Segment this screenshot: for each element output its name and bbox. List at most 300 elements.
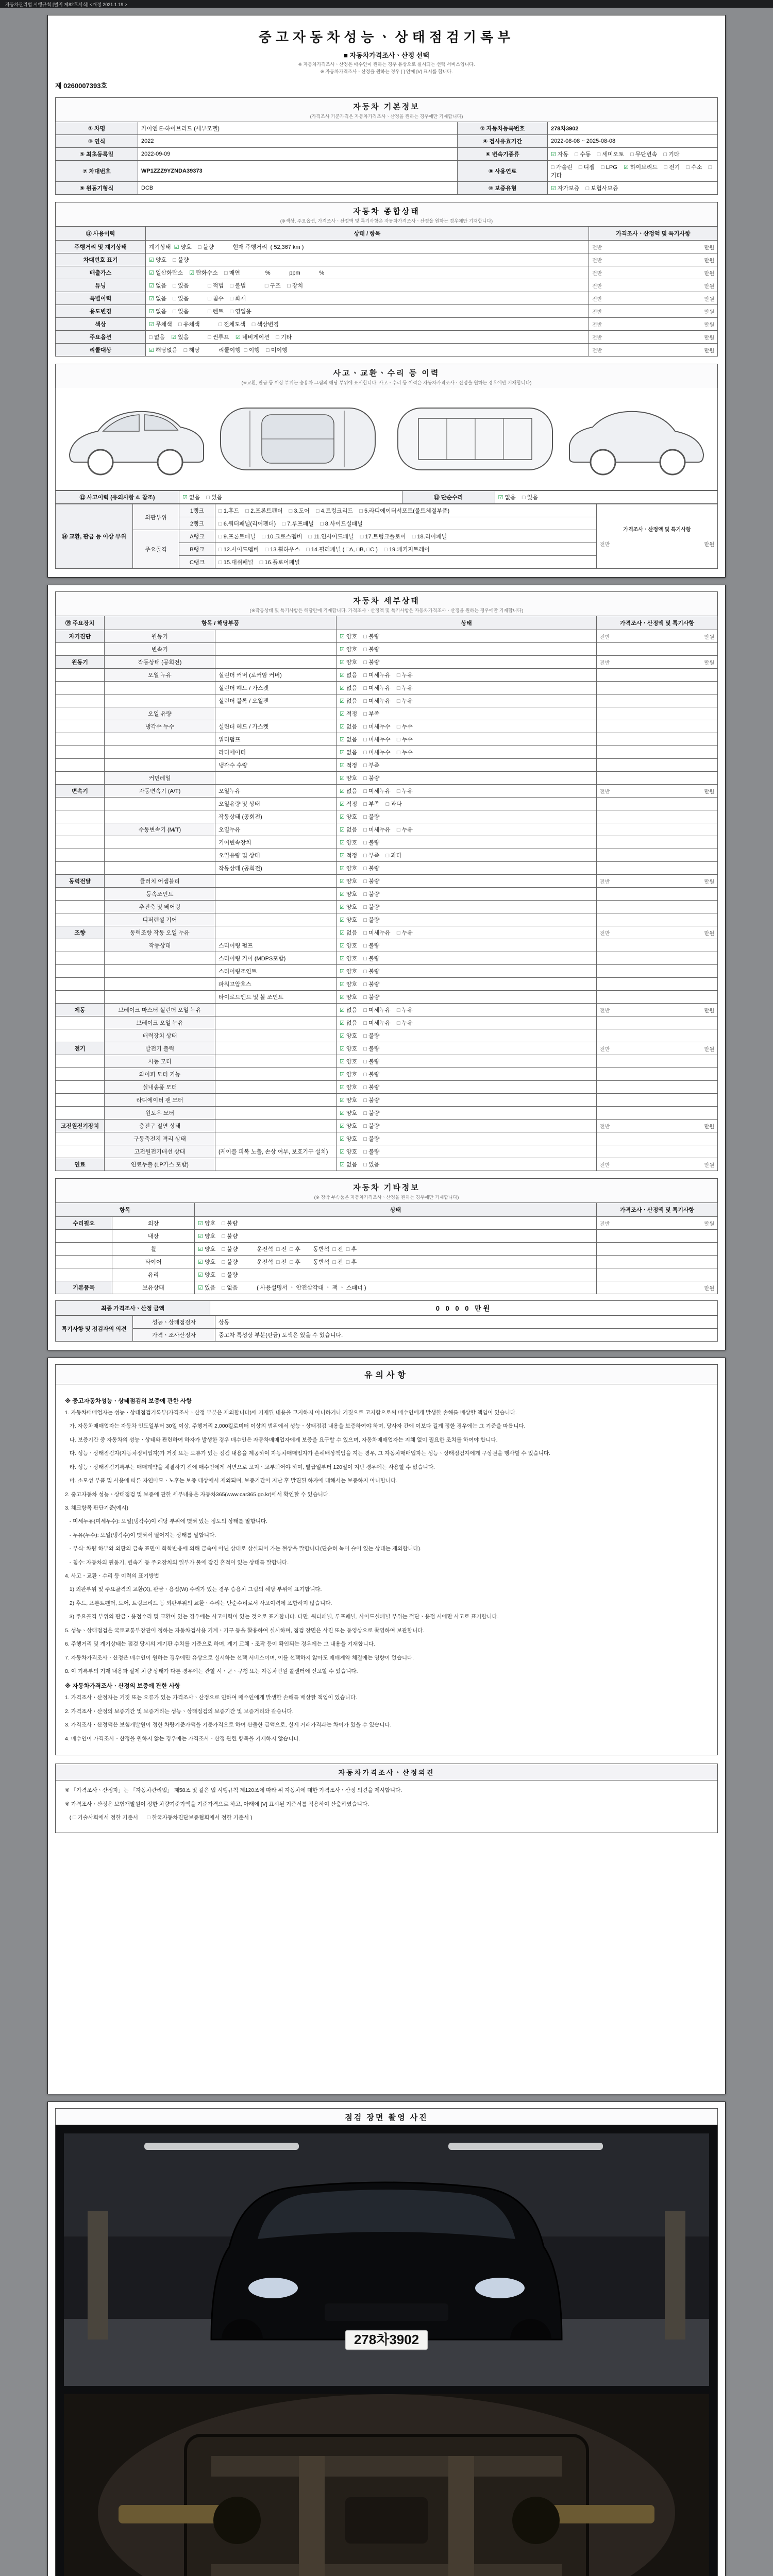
overall-note: (※색상, 주요옵션, 가격조사ㆍ산정액 및 특기사항은 자동차가격조사ㆍ산정을 원하는 경우에만 기재합니다) <box>280 218 493 224</box>
usage-price-cell: 전반 만원 <box>589 241 718 253</box>
license-plate-text: 278차3902 <box>354 2332 419 2347</box>
subpart-cell <box>215 1029 337 1042</box>
part-cell: 동력조향 작동 오일 누유 <box>105 926 215 939</box>
subpart-cell <box>215 707 337 720</box>
car-damage-diagrams <box>55 388 718 490</box>
etc-item-cell: 타이어 <box>112 1256 195 1268</box>
inspection-photo-front <box>64 2133 709 2386</box>
etc-price-cell: 만원 <box>597 1281 718 1294</box>
status-checkboxes[interactable]: ☑ 양호 □ 불량 <box>337 1055 597 1068</box>
status-checkboxes[interactable]: ☑ 양호 □ 불량 <box>337 939 597 952</box>
status-checkboxes[interactable]: ☑ 양호 □ 불량 <box>337 913 597 926</box>
rank2-checkboxes[interactable]: □ 6.쿼터패널(리어펜더) □ 7.루프패널 □ 8.사이드실패널 <box>215 517 597 530</box>
etc-note: (※ 장착 부속품은 자동차가격조사ㆍ산정을 원하는 경우에만 기재합니다) <box>314 1195 459 1200</box>
status-checkboxes[interactable]: ☑ 적정 □ 부족 <box>337 759 597 772</box>
subpart-cell: 타이로드엔드 및 볼 조인트 <box>215 991 337 1004</box>
detail-price-cell: 전반 만원 <box>597 785 718 798</box>
detail-price-cell <box>597 888 718 901</box>
detail-price-cell: 전반 만원 <box>597 926 718 939</box>
detail-price-cell: 전반 만원 <box>597 1158 718 1171</box>
subpart-cell: 실린더 블록 / 오일팬 <box>215 694 337 707</box>
notice-paragraph: 1. 자동차매매업자는 성능ㆍ상태점검기록부(가격조사ㆍ산정 부분은 제외합니다)에 기재된 내용을 고지하지 아니하거나 거짓으로 고지함으로써 매수인에게 발생한 손해를 배상할 책임이 있습니다. <box>65 1410 517 1416</box>
overall-col-price: 가격조사ㆍ산정액 및 특기사항 <box>589 227 718 241</box>
subpart-cell: 작동상태 (공회전) <box>215 810 337 823</box>
detail-row <box>56 875 718 888</box>
inspector-opinion-table <box>55 1315 718 1342</box>
detail-table <box>55 616 718 1171</box>
warranty-checkboxes[interactable]: ☑ 자가보증 □ 보험사보증 <box>548 182 718 195</box>
etc-row <box>56 1281 718 1294</box>
detail-row <box>56 785 718 798</box>
page-1 <box>47 15 726 578</box>
detail-row <box>56 888 718 901</box>
status-checkboxes[interactable]: ☑ 없음 □ 미세누수 □ 누수 <box>337 720 597 733</box>
device-cell <box>56 707 105 720</box>
notice-paragraph: - 침수: 자동차의 원동기, 변속기 등 주요장치의 일부가 물에 잠긴 흔적이 있는 상태를 말합니다. <box>65 1559 289 1566</box>
inspection-photos <box>55 2125 718 2576</box>
detail-price-cell <box>597 1068 718 1081</box>
usage-price-cell: 전반 만원 <box>589 344 718 357</box>
status-checkboxes[interactable]: ☑ 적정 □ 부족 □ 과다 <box>337 849 597 862</box>
status-checkboxes[interactable]: ☑ 양호 □ 불량 <box>337 1042 597 1055</box>
rankB-checkboxes[interactable]: □ 12.사이드멤버 □ 13.휠하우스 □ 14.필러패널 ( □A, □B, □C ) □ 19.패키지트레이 <box>215 543 597 556</box>
rank2-label: 2랭크 <box>179 517 215 530</box>
usage-item-label: 특별이력 <box>56 292 146 305</box>
notice-paragraph: 가. 자동차매매업자는 자동차 인도일부터 30일 이상, 주행거리 2,000킬로미터 이상의 범위에서 성능ㆍ상태점검 내용을 보증하여야 하며, 당사자 간에 이보다 길게 정한 경우에는 그 기준을 따릅니다. <box>65 1423 526 1430</box>
detail-row <box>56 1145 718 1158</box>
detail-row <box>56 926 718 939</box>
detail-row <box>56 746 718 759</box>
notice-paragraph: 3) 주요골격 부위의 판금ㆍ용접수리 및 교환이 있는 경우에는 사고이력이 있는 것으로 표기합니다. 다만, 쿼터패널, 루프패널, 사이드실패널 부위는 절단ㆍ용접 시에만 사고로 표기합니다. <box>65 1614 499 1620</box>
detail-price-cell <box>597 952 718 965</box>
detail-price-cell <box>597 1145 718 1158</box>
detail-price-cell <box>597 810 718 823</box>
etc-row <box>56 1217 718 1230</box>
etc-row <box>56 1256 718 1268</box>
status-checkboxes[interactable]: ☑ 없음 □ 미세누수 □ 누수 <box>337 733 597 746</box>
detail-price-cell <box>597 978 718 991</box>
part-cell <box>105 810 215 823</box>
notice-paragraph: 6. 주행거리 및 계기상태는 점검 당시의 계기판 수치를 기준으로 하며, 계기 교체ㆍ조작 등이 확인되는 경우에는 그 내용을 기재합니다. <box>65 1641 375 1648</box>
detail-price-cell: 전반 만원 <box>597 875 718 888</box>
etc-status-checkboxes[interactable]: ☑ 양호 □ 불량 <box>195 1230 597 1243</box>
usage-price-cell: 전반 만원 <box>589 292 718 305</box>
status-checkboxes[interactable]: ☑ 양호 □ 불량 <box>337 901 597 913</box>
notice-paragraph: 4. 매수인이 가격조사ㆍ산정을 원하지 않는 경우에는 가격조사ㆍ산정 관련 항목을 기재하지 않습니다. <box>65 1735 300 1742</box>
rankA-label: A랭크 <box>179 530 215 543</box>
device-cell <box>56 1094 105 1107</box>
part-cell <box>105 733 215 746</box>
page-4 <box>47 2102 726 2576</box>
status-checkboxes[interactable]: ☑ 양호 □ 불량 <box>337 772 597 785</box>
price-survey-select-checkbox[interactable]: ■ 자동차가격조사ㆍ산정 선택 <box>344 52 429 59</box>
status-checkboxes[interactable]: ☑ 없음 □ 미세누유 □ 누유 <box>337 682 597 694</box>
status-checkboxes[interactable]: ☑ 없음 □ 미세누유 □ 누유 <box>337 785 597 798</box>
photo-front-illustration <box>64 2133 709 2386</box>
detail-section-header <box>55 591 718 616</box>
fuel-checkboxes[interactable]: □ 가솔린 □ 디젤 □ LPG ☑ 하이브리드 □ 전기 □ 수소 □ 기타 <box>548 161 718 182</box>
device-cell <box>56 1081 105 1094</box>
device-cell <box>56 862 105 875</box>
overall-row <box>56 318 718 331</box>
detail-row <box>56 978 718 991</box>
detail-row <box>56 1132 718 1145</box>
rankC-label: C랭크 <box>179 556 215 569</box>
rankC-checkboxes[interactable]: □ 15.대쉬패널 □ 16.플로어패널 <box>215 556 597 569</box>
detail-price-cell: 전반 만원 <box>597 656 718 669</box>
first-reg-value: 2022-09-09 <box>138 148 458 161</box>
etc-rows <box>56 1217 718 1294</box>
detail-price-cell: 전반 만원 <box>597 630 718 643</box>
part-cell: 수동변속기 (M/T) <box>105 823 215 836</box>
part-cell: 오일 유량 <box>105 707 215 720</box>
subpart-cell: 라디에이터 <box>215 746 337 759</box>
detail-row <box>56 694 718 707</box>
car-name-value: 카이엔 E-하이브리드 (세부모델) <box>138 122 458 135</box>
final-amount-label: 최종 가격조사ㆍ산정 금액 <box>56 1301 210 1315</box>
rankB-label: B랭크 <box>179 543 215 556</box>
etc-price-cell <box>597 1243 718 1256</box>
etc-item-cell: 유리 <box>112 1268 195 1281</box>
status-checkboxes[interactable]: ☑ 없음 □ 미세누수 □ 누수 <box>337 746 597 759</box>
usage-price-cell: 전반 만원 <box>589 331 718 344</box>
subpart-cell <box>215 1081 337 1094</box>
subpart-cell: 기어변속장치 <box>215 836 337 849</box>
etc-section-header <box>55 1178 718 1202</box>
opinion-row1-text: 상동 <box>215 1316 718 1329</box>
etc-status-checkboxes[interactable]: ☑ 양호 □ 불량 운전석 □ 전 □ 후 동반석 □ 전 □ 후 <box>195 1256 597 1268</box>
status-checkboxes[interactable]: ☑ 양호 □ 불량 <box>337 1120 597 1132</box>
usage-status-checkboxes[interactable]: 계기상태 ☑ 양호 □ 불량 현재 주행거리 ( 52,367 km ) <box>146 241 589 253</box>
part-cell: 디퍼렌셜 기어 <box>105 913 215 926</box>
car-diagram-underframe <box>390 395 560 483</box>
etc-status-checkboxes[interactable]: ☑ 양호 □ 불량 운전석 □ 전 □ 후 동반석 □ 전 □ 후 <box>195 1243 597 1256</box>
detail-price-cell <box>597 991 718 1004</box>
status-checkboxes[interactable]: ☑ 양호 □ 불량 <box>337 1132 597 1145</box>
device-cell <box>56 836 105 849</box>
detail-price-cell <box>597 759 718 772</box>
model-year-value: 2022 <box>138 135 458 148</box>
engine-type-value: DCB <box>138 182 458 195</box>
detail-price-cell <box>597 939 718 952</box>
status-checkboxes[interactable]: ☑ 양호 □ 불량 <box>337 1029 597 1042</box>
inspection-photo-underbody <box>64 2394 709 2576</box>
part-cell: 와이퍼 모터 기능 <box>105 1068 215 1081</box>
overall-row <box>56 279 718 292</box>
part-cell <box>105 746 215 759</box>
usage-item-label: 주요옵션 <box>56 331 146 344</box>
overall-row <box>56 344 718 357</box>
status-checkboxes[interactable]: ☑ 없음 □ 있음 <box>337 1158 597 1171</box>
overall-table <box>55 226 718 357</box>
engine-type-label: ⑨ 원동기형식 <box>56 182 138 195</box>
etc-item-cell: 휠 <box>112 1243 195 1256</box>
overall-section-header <box>55 202 718 226</box>
status-checkboxes[interactable]: ☑ 양호 □ 불량 <box>337 1068 597 1081</box>
part-cell: 구동축전지 격리 상태 <box>105 1132 215 1145</box>
document-note-1: ※ 자동차가격조사ㆍ산정은 매수인이 원하는 경우 유상으로 실시되는 선택 서비스입니다. <box>298 62 475 67</box>
detail-price-cell <box>597 1055 718 1068</box>
main-frame-label: 주요골격 <box>133 530 179 569</box>
device-cell <box>56 810 105 823</box>
detail-row <box>56 656 718 669</box>
basic-info-note: (가격조사 기준가격은 자동차가격조사ㆍ산정을 원하는 경우에만 기재합니다) <box>310 114 463 119</box>
notice-paragraph: 1) 외판부위 및 주요골격의 교환(X), 판금ㆍ용접(W) 수리가 있는 경우 승용차 그림의 해당 부위에 표기합니다. <box>65 1586 322 1593</box>
etc-price-cell: 전반 만원 <box>597 1217 718 1230</box>
subpart-cell: 오일유량 및 상태 <box>215 798 337 810</box>
subpart-cell <box>215 630 337 643</box>
detail-price-cell <box>597 965 718 978</box>
detail-row <box>56 991 718 1004</box>
subpart-cell: 워터펌프 <box>215 733 337 746</box>
notice-paragraph: 마. 소모성 부품 및 사용에 따른 자연마모ㆍ노후는 보증 대상에서 제외되며, 보증기간이 지난 후 발견된 하자에 대해서는 보증하지 아니합니다. <box>65 1478 398 1484</box>
part-cell: 오일 누유 <box>105 669 215 682</box>
subpart-cell <box>215 875 337 888</box>
status-checkboxes[interactable]: ☑ 없음 □ 미세누유 □ 누유 <box>337 823 597 836</box>
status-checkboxes[interactable]: ☑ 없음 □ 미세누유 □ 누유 <box>337 669 597 682</box>
device-cell: 조향 <box>56 926 105 939</box>
status-checkboxes[interactable]: ☑ 양호 □ 불량 <box>337 1145 597 1158</box>
rank1-checkboxes[interactable]: □ 1.후드 □ 2.프론트펜더 □ 3.도어 □ 4.트렁크리드 □ 5.라디에이터서포트(볼트체결부품) <box>215 504 597 517</box>
usage-item-label: 색상 <box>56 318 146 331</box>
detail-row <box>56 1107 718 1120</box>
detail-row <box>56 836 718 849</box>
device-cell <box>56 643 105 656</box>
subpart-cell <box>215 1042 337 1055</box>
part-cell: 클러치 어셈블리 <box>105 875 215 888</box>
part-cell: 등속조인트 <box>105 888 215 901</box>
part-cell <box>105 798 215 810</box>
detail-price-cell <box>597 1016 718 1029</box>
status-checkboxes[interactable]: ☑ 양호 □ 불량 <box>337 630 597 643</box>
detail-title: 자동차 세부상태 <box>353 597 420 605</box>
price-opinion-title: 자동차가격조사ㆍ산정의견 <box>56 1764 717 1781</box>
accident-note: (※교환, 판금 등 이상 부위는 승용차 그림의 해당 부위에 표시합니다. 사고ㆍ수리 등 이력은 자동차가격조사ㆍ산정을 원하는 경우에만 기재합니다) <box>241 380 532 385</box>
status-checkboxes[interactable]: ☑ 없음 □ 미세누유 □ 누유 <box>337 1016 597 1029</box>
etc-title: 자동차 기타정보 <box>353 1183 420 1192</box>
part-cell: 작동상태 (공회전) <box>105 656 215 669</box>
etc-price-cell <box>597 1268 718 1281</box>
reg-no-value: 278차3902 <box>548 122 718 135</box>
status-checkboxes[interactable]: ☑ 없음 □ 미세누유 □ 누유 <box>337 1004 597 1016</box>
status-checkboxes[interactable]: ☑ 없음 □ 미세누유 □ 누유 <box>337 694 597 707</box>
accident-history-label: ⑫ 사고이력 (유의사항 4. 참조) <box>56 491 179 504</box>
fuel-label: ⑧ 사용연료 <box>458 161 548 182</box>
device-cell <box>56 759 105 772</box>
usage-status-checkboxes[interactable]: ☑ 해당없음 □ 해당 리콜이행 □ 이행 □ 미이행 <box>146 344 589 357</box>
accident-history-checkboxes[interactable]: ☑ 없음 □ 있음 <box>179 491 402 504</box>
status-checkboxes[interactable]: ☑ 양호 □ 불량 <box>337 862 597 875</box>
device-cell <box>56 991 105 1004</box>
overall-col-item: ⑪ 사용이력 <box>56 227 146 241</box>
detail-row <box>56 1004 718 1016</box>
subpart-cell <box>215 1132 337 1145</box>
transmission-checkboxes[interactable]: ☑ 자동 □ 수동 □ 세미오토 □ 무단변속 □ 기타 <box>548 148 718 161</box>
overall-row <box>56 305 718 318</box>
opinion-row2-who: 가격ㆍ조사산정자 <box>133 1329 215 1342</box>
part-cell: 작동상태 <box>105 939 215 952</box>
etc-item-cell: 내장 <box>112 1230 195 1243</box>
detail-row <box>56 772 718 785</box>
overall-row <box>56 253 718 266</box>
detail-price-cell <box>597 1094 718 1107</box>
status-checkboxes[interactable]: ☑ 적정 □ 부족 □ 과다 <box>337 798 597 810</box>
status-checkboxes[interactable]: ☑ 없음 □ 미세누유 □ 누유 <box>337 926 597 939</box>
part-cell: 원동기 <box>105 630 215 643</box>
part-cell <box>105 682 215 694</box>
usage-price-cell: 전반 만원 <box>589 318 718 331</box>
detail-col-device: ⑮ 주요장치 <box>56 616 105 630</box>
etc-price-cell <box>597 1256 718 1268</box>
usage-status-checkboxes[interactable]: ☑ 양호 □ 불량 <box>146 253 589 266</box>
part-cell <box>105 836 215 849</box>
etc-status-checkboxes[interactable]: ☑ 있음 □ 없음 ( 사용설명서 ㆍ 안전삼각대 ㆍ 잭 ㆍ 스패너 ) <box>195 1281 597 1294</box>
usage-item-label: 용도변경 <box>56 305 146 318</box>
detail-row <box>56 682 718 694</box>
notice-paragraph: 1. 가격조사ㆍ산정자는 거짓 또는 오류가 있는 가격조사ㆍ산정으로 인하여 매수인에게 발생한 손해를 배상할 책임이 있습니다. <box>65 1694 357 1701</box>
detail-price-cell <box>597 694 718 707</box>
detail-row <box>56 1094 718 1107</box>
outer-panel-label: 외판부위 <box>133 504 179 530</box>
status-checkboxes[interactable]: ☑ 양호 □ 불량 <box>337 656 597 669</box>
accident-title: 사고ㆍ교환ㆍ수리 등 이력 <box>333 369 440 378</box>
device-cell <box>56 694 105 707</box>
notice-paragraph: - 미세누유(미세누수): 오일(냉각수)이 해당 부위에 맺혀 있는 정도의 상태를 말합니다. <box>65 1518 268 1525</box>
notice-paragraph: 2. 가격조사ㆍ산정의 보증기간 및 보증거리는 성능ㆍ상태점검의 보증기간 및 보증거리와 같습니다. <box>65 1708 294 1715</box>
device-cell <box>56 978 105 991</box>
part-cell: 발전기 출력 <box>105 1042 215 1055</box>
notice-subtitle-1: ※ 중고자동차성능ㆍ상태점검의 보증에 관한 사항 <box>65 1398 192 1404</box>
detail-price-cell <box>597 913 718 926</box>
device-cell: 제동 <box>56 1004 105 1016</box>
detail-price-cell <box>597 707 718 720</box>
inspection-period-value: 2022-08-08 ~ 2025-08-08 <box>548 135 718 148</box>
usage-status-checkboxes[interactable]: ☑ 일산화탄소 ☑ 탄화수소 □ 매연 % ppm % <box>146 266 589 279</box>
opinion-row2-text: 중고차 특성상 부분(판금) 도색은 있을 수 있습니다. <box>215 1329 718 1342</box>
etc-status-checkboxes[interactable]: ☑ 양호 □ 불량 <box>195 1268 597 1281</box>
etc-group-cell <box>56 1243 112 1256</box>
notice-paragraph: 2) 후드, 프론트펜더, 도어, 트렁크리드 등 외판부위의 교환ㆍ수리는 단순수리로서 사고이력에 포함하지 않습니다. <box>65 1600 332 1606</box>
detail-row <box>56 1055 718 1068</box>
usage-item-label: 주행거리 및 계기상태 <box>56 241 146 253</box>
exchange-price-label: 가격조사ㆍ산정액 및 특기사항 <box>623 527 691 533</box>
detail-row <box>56 733 718 746</box>
part-cell: 냉각수 누수 <box>105 720 215 733</box>
status-checkboxes[interactable]: ☑ 적정 □ 부족 <box>337 707 597 720</box>
detail-price-cell <box>597 901 718 913</box>
part-cell: 라디에이터 팬 모터 <box>105 1094 215 1107</box>
device-cell <box>56 901 105 913</box>
usage-status-checkboxes[interactable]: □ 없음 ☑ 있음 □ 썬루프 ☑ 네비게이션 □ 기타 <box>146 331 589 344</box>
detail-row <box>56 823 718 836</box>
status-checkboxes[interactable]: ☑ 양호 □ 불량 <box>337 978 597 991</box>
subpart-cell <box>215 913 337 926</box>
status-checkboxes[interactable]: ☑ 양호 □ 불량 <box>337 810 597 823</box>
basic-info-table <box>55 122 718 195</box>
subpart-cell <box>215 1107 337 1120</box>
status-checkboxes[interactable]: ☑ 양호 □ 불량 <box>337 888 597 901</box>
detail-row <box>56 720 718 733</box>
photo-underbody-illustration <box>64 2394 709 2576</box>
status-checkboxes[interactable]: ☑ 양호 □ 불량 <box>337 836 597 849</box>
document-title: 중고자동차성능ㆍ상태점검기록부 <box>258 29 515 45</box>
part-cell <box>105 759 215 772</box>
status-checkboxes[interactable]: ☑ 양호 □ 불량 <box>337 965 597 978</box>
status-checkboxes[interactable]: ☑ 양호 □ 불량 <box>337 1107 597 1120</box>
transmission-label: ⑥ 변속기종류 <box>458 148 548 161</box>
device-cell <box>56 939 105 952</box>
overall-row <box>56 292 718 305</box>
rankA-checkboxes[interactable]: □ 9.프론트패널 □ 10.크로스멤버 □ 11.인사이드패널 □ 17.트렁크플로어 □ 18.리어패널 <box>215 530 597 543</box>
inspection-period-label: ④ 검사유효기간 <box>458 135 548 148</box>
device-cell <box>56 733 105 746</box>
notice-items-1 <box>65 1408 708 1676</box>
opinion-title-cell: 특기사항 및 점검자의 의견 <box>56 1316 133 1342</box>
device-cell <box>56 669 105 682</box>
price-opinion-line: ※ 「가격조사ㆍ산정자」는 「자동차관리법」 제58조 및 같은 법 시행규칙 제120조에 따라 위 자동차에 대한 가격조사ㆍ산정 의견을 제시합니다. <box>65 1787 402 1794</box>
device-cell <box>56 1029 105 1042</box>
part-cell: 추진축 및 베어링 <box>105 901 215 913</box>
detail-rows <box>56 630 718 1171</box>
first-reg-label: ⑤ 최초등록일 <box>56 148 138 161</box>
status-checkboxes[interactable]: ☑ 양호 □ 불량 <box>337 643 597 656</box>
detail-row <box>56 849 718 862</box>
etc-group-cell <box>56 1230 112 1243</box>
etc-row <box>56 1243 718 1256</box>
status-checkboxes[interactable]: ☑ 양호 □ 불량 <box>337 1081 597 1094</box>
detail-row <box>56 901 718 913</box>
device-cell <box>56 888 105 901</box>
notice-paragraph: 라. 성능ㆍ상태점검기록부는 매매계약을 체결하기 전에 매수인에게 서면으로 고지ㆍ교부되어야 하며, 발급일부터 120일이 지난 경우에는 사용할 수 없습니다. <box>65 1464 435 1470</box>
notice-title: 유의사항 <box>55 1364 718 1384</box>
notice-items-2 <box>65 1693 708 1744</box>
part-cell: 변속기 <box>105 643 215 656</box>
detail-price-cell <box>597 1029 718 1042</box>
panel-exchange-table <box>55 504 718 569</box>
status-checkboxes[interactable]: ☑ 양호 □ 불량 <box>337 952 597 965</box>
part-cell: 자동변속기 (A/T) <box>105 785 215 798</box>
simple-repair-checkboxes[interactable]: ☑ 없음 □ 있음 <box>495 491 718 504</box>
usage-status-checkboxes[interactable]: ☑ 없음 □ 있음 □ 적법 □ 불법 □ 구조 □ 장치 <box>146 279 589 292</box>
etc-status-checkboxes[interactable]: ☑ 양호 □ 불량 <box>195 1217 597 1230</box>
detail-row <box>56 913 718 926</box>
status-checkboxes[interactable]: ☑ 양호 □ 불량 <box>337 875 597 888</box>
detail-row <box>56 759 718 772</box>
part-cell: 고전원전기배선 상태 <box>105 1145 215 1158</box>
car-name-label: ① 차명 <box>56 122 138 135</box>
detail-row <box>56 1029 718 1042</box>
subpart-cell: 스티어링 기어 (MDPS포함) <box>215 952 337 965</box>
detail-price-cell <box>597 1132 718 1145</box>
usage-status-checkboxes[interactable]: ☑ 없음 □ 있음 □ 침수 □ 화재 <box>146 292 589 305</box>
device-cell <box>56 823 105 836</box>
device-cell <box>56 1016 105 1029</box>
device-cell: 원동기 <box>56 656 105 669</box>
device-cell <box>56 1055 105 1068</box>
detail-price-cell <box>597 643 718 656</box>
status-checkboxes[interactable]: ☑ 양호 □ 불량 <box>337 991 597 1004</box>
part-cell <box>105 952 215 965</box>
detail-note: (※작동상태 및 특기사항은 해당란에 기재합니다. 가격조사ㆍ산정액 및 특기사항은 자동차가격조사ㆍ산정을 원하는 경우에만 기재합니다) <box>249 608 524 613</box>
usage-status-checkboxes[interactable]: ☑ 없음 □ 있음 □ 렌트 □ 영업용 <box>146 305 589 318</box>
final-amount-table <box>55 1300 718 1315</box>
reg-no-label: ② 자동차등록번호 <box>458 122 548 135</box>
status-checkboxes[interactable]: ☑ 양호 □ 불량 <box>337 1094 597 1107</box>
model-year-label: ③ 연식 <box>56 135 138 148</box>
detail-row <box>56 669 718 682</box>
detail-price-cell <box>597 849 718 862</box>
usage-status-checkboxes[interactable]: ☑ 무채색 □ 유채색 □ 전체도색 □ 색상변경 <box>146 318 589 331</box>
